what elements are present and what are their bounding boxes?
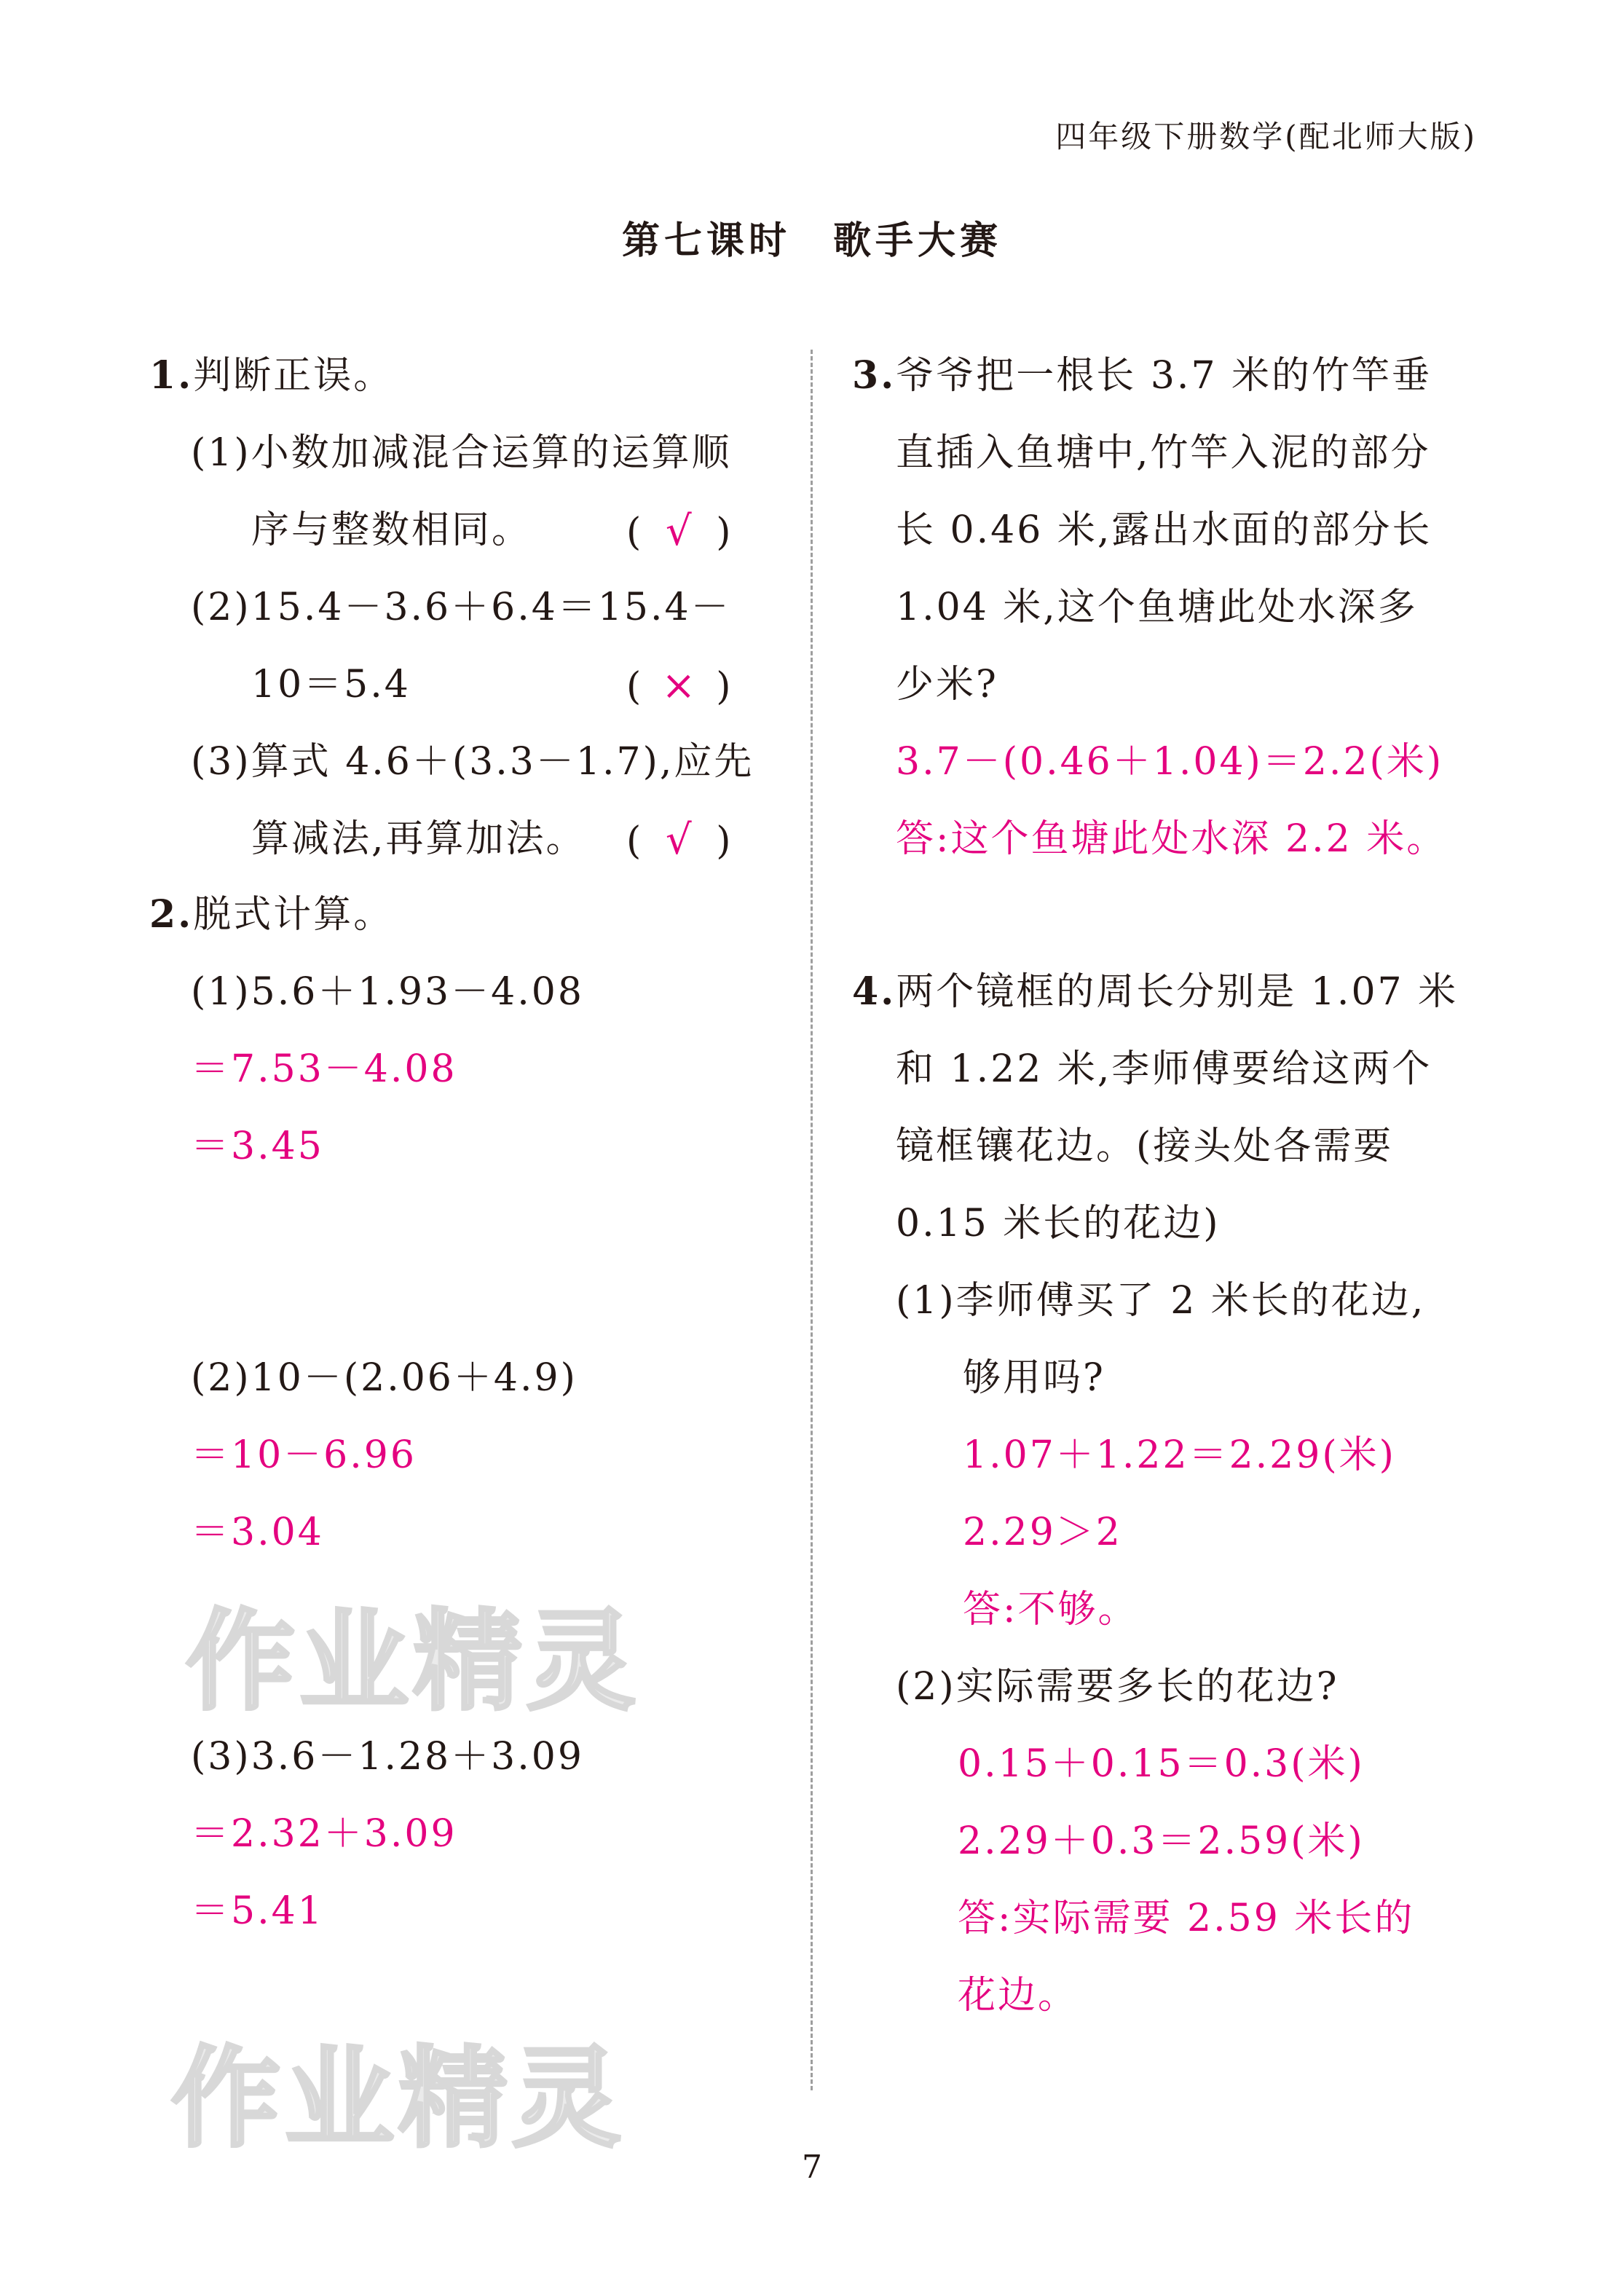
close-paren: ) — [716, 511, 733, 554]
q4-sub-2-answer-3: 答:实际需要 2.59 米长的 — [958, 1897, 1415, 1940]
q4-sub-2-answer-2: 2.29＋0.3＝2.59(米) — [958, 1819, 1365, 1863]
q1-item-2-line-1: (2)15.4－3.6＋6.4＝15.4－ — [191, 586, 731, 629]
q3-answer-equation: 3.7－(0.46＋1.04)＝2.2(米) — [896, 740, 1444, 784]
q4-sub-2-question: (2)实际需要多长的花边? — [896, 1665, 1339, 1709]
close-paren: ) — [716, 819, 733, 863]
question-2-text: 脱式计算。 — [193, 893, 394, 937]
q4-sub-1-answer-3: 答:不够。 — [963, 1588, 1138, 1631]
watermark: 作业精灵 — [171, 2036, 626, 2162]
q2-problem-2: (2)10－(2.06＋4.9) — [191, 1356, 578, 1400]
question-4-line-3: 镜框镶花边。(接头处各需要 — [896, 1125, 1394, 1168]
question-3-line-3: 长 0.46 米,露出水面的部分长 — [896, 508, 1432, 552]
q2-problem-3: (3)3.6－1.28＋3.09 — [191, 1735, 584, 1779]
check-mark-icon: √ — [665, 816, 694, 864]
q1-item-3-answer — [626, 816, 733, 864]
q2-answer-1-step-2: ＝3.45 — [191, 1125, 324, 1168]
q3-answer-sentence: 答:这个鱼塘此处水深 2.2 米。 — [896, 817, 1447, 861]
question-4-line-1 — [852, 969, 1459, 1014]
question-3-line-1 — [852, 353, 1432, 398]
q4-sub-1-answer-2: 2.29＞2 — [963, 1511, 1122, 1554]
question-4-line-4: 0.15 米长的花边) — [896, 1202, 1221, 1245]
close-paren: ) — [716, 665, 733, 709]
question-3-text: 爷爷把一根长 3.7 米的竹竿垂 — [896, 354, 1432, 398]
q4-sub-1-line-1: (1)李师傅买了 2 米长的花边, — [896, 1279, 1426, 1323]
q4-sub-1-line-2: 够用吗? — [963, 1356, 1105, 1400]
question-3-line-2: 直插入鱼塘中,竹竿入泥的部分 — [896, 431, 1431, 475]
open-paren: ( — [626, 665, 644, 709]
q4-sub-2-answer-4: 花边。 — [958, 1974, 1079, 2018]
q1-item-2-line-2: 10＝5.4 — [251, 663, 411, 706]
question-4-number: 4. — [852, 969, 896, 1014]
question-2-number: 2. — [149, 892, 194, 937]
q1-item-1-line-2: 序与整数相同。 — [251, 508, 532, 552]
q1-item-3-line-1: (3)算式 4.6＋(3.3－1.7),应先 — [191, 740, 754, 784]
q1-item-1-answer — [626, 508, 733, 555]
q1-item-3-line-2: 算减法,再算加法。 — [251, 817, 586, 861]
question-4-line-2: 和 1.22 米,李师傅要给这两个 — [896, 1047, 1432, 1091]
open-paren: ( — [626, 819, 644, 863]
question-3-line-4: 1.04 米,这个鱼塘此处水深多 — [896, 586, 1418, 629]
q1-item-2-answer — [626, 662, 733, 709]
page-header: 四年级下册数学(配北师大版) — [1055, 119, 1477, 154]
q2-answer-3-step-1: ＝2.32＋3.09 — [191, 1812, 457, 1856]
question-1-text: 判断正误。 — [193, 354, 394, 398]
check-mark-icon: √ — [665, 508, 694, 555]
q2-answer-2-step-1: ＝10－6.96 — [191, 1433, 417, 1477]
question-4-text: 两个镜框的周长分别是 1.07 米 — [896, 970, 1459, 1014]
question-3-number: 3. — [852, 353, 896, 398]
cross-mark-icon: × — [661, 662, 698, 709]
question-3-line-5: 少米? — [896, 663, 998, 706]
q4-sub-1-answer-1: 1.07＋1.22＝2.29(米) — [963, 1433, 1396, 1477]
q2-problem-1: (1)5.6＋1.93－4.08 — [191, 970, 584, 1014]
q4-sub-2-answer-1: 0.15＋0.15＝0.3(米) — [958, 1742, 1365, 1786]
question-1 — [149, 353, 394, 398]
q2-answer-1-step-1: ＝7.53－4.08 — [191, 1047, 457, 1091]
lesson-title: 第七课时 歌手大赛 — [621, 219, 1002, 263]
column-divider — [811, 350, 813, 2090]
page-number: 7 — [802, 2149, 822, 2186]
q1-item-1-line-1: (1)小数加减混合运算的运算顺 — [191, 431, 732, 475]
question-1-number: 1. — [149, 353, 194, 398]
watermark: 作业精灵 — [186, 1599, 641, 1725]
open-paren: ( — [626, 511, 644, 554]
question-2 — [149, 892, 394, 937]
q2-answer-2-step-2: ＝3.04 — [191, 1511, 324, 1554]
q2-answer-3-step-2: ＝5.41 — [191, 1889, 324, 1933]
